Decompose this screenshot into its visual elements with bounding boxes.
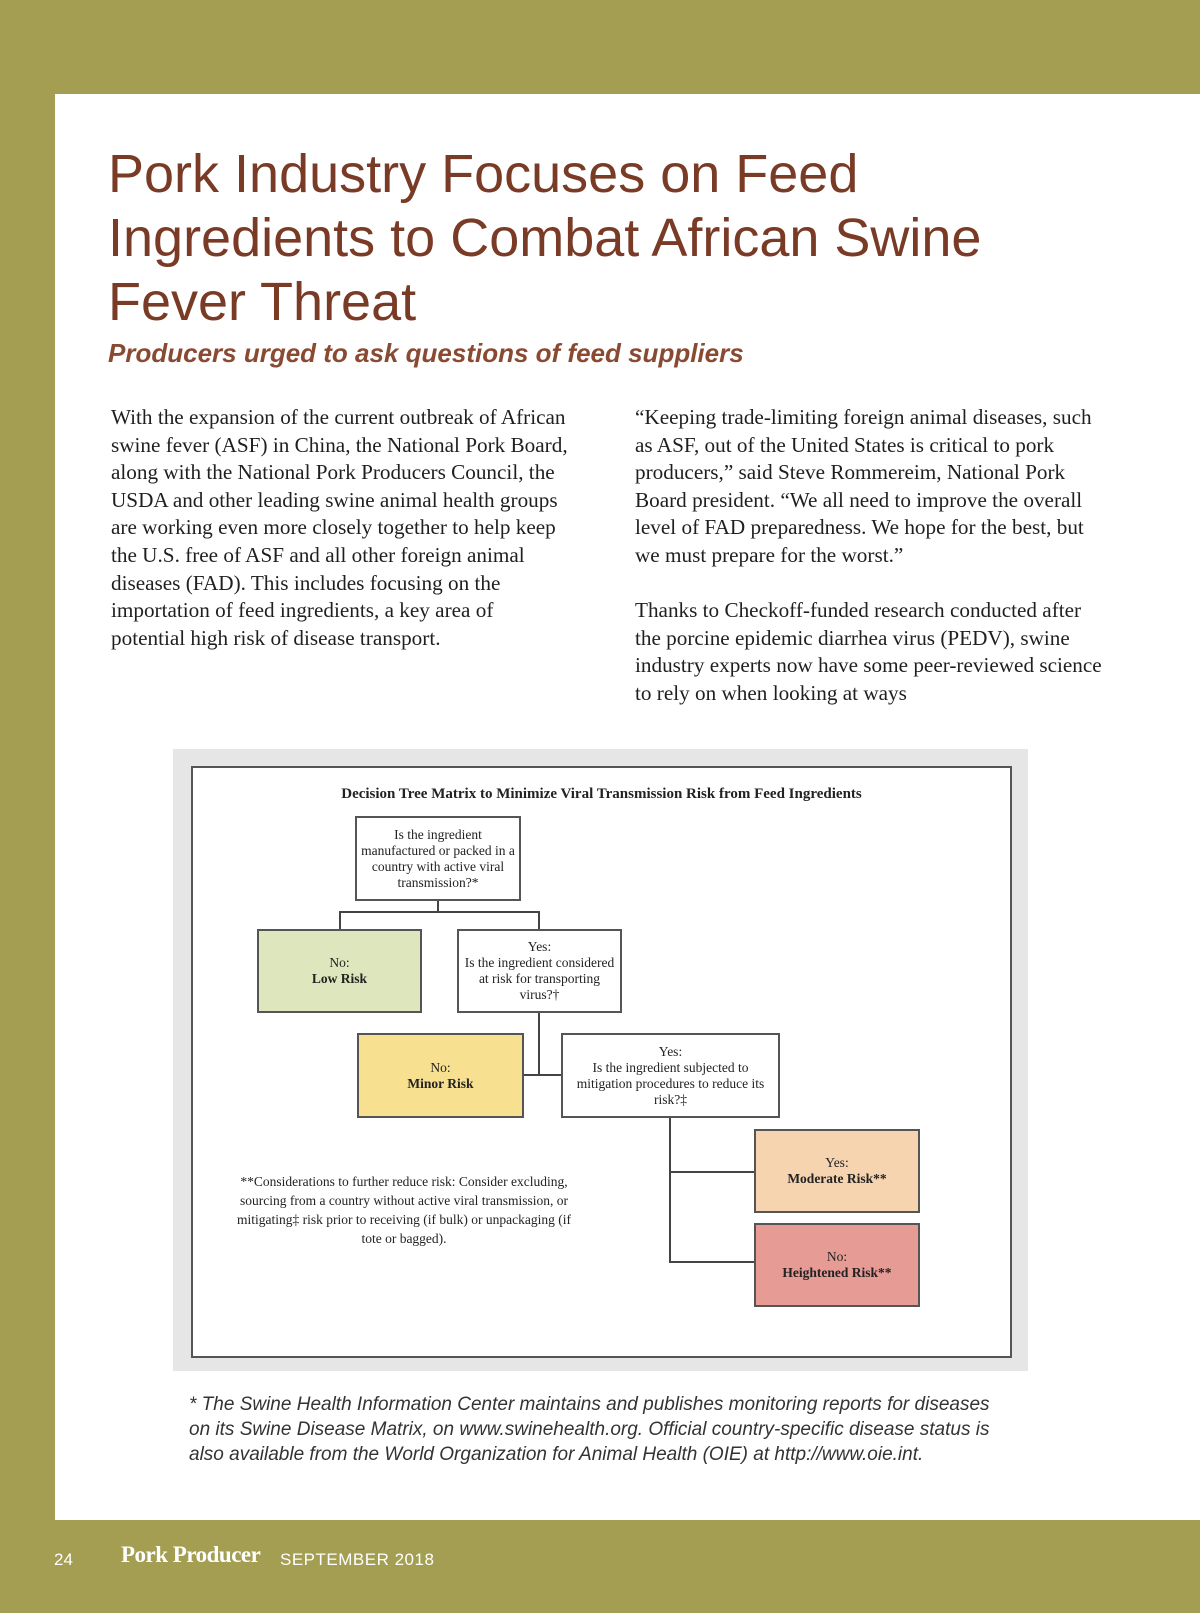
article-page xyxy=(55,94,1200,1520)
connector-line xyxy=(669,1261,754,1263)
risk-label: Low Risk xyxy=(311,971,368,986)
left-column xyxy=(111,404,571,680)
article-title: Pork Industry Focuses on Feed Ingredients to Combat African Swine Fever Threat xyxy=(108,144,982,332)
connector-line xyxy=(669,1171,754,1173)
connector-line xyxy=(524,1074,561,1076)
body-paragraph: “Keeping trade-limiting foreign animal diseases, such as ASF, out of the United States is critical to pork producers,” said Steve Rommereim, National Pork Board president. “We all need to improve the overall level of FAD preparedness. We hope for the best, but we must prepare for the worst.” xyxy=(635,405,1092,567)
connector-line xyxy=(538,1013,540,1075)
question-transport-box xyxy=(457,929,622,1013)
issue-date: SEPTEMBER 2018 xyxy=(280,1550,435,1569)
figure-caption: * The Swine Health Information Center maintains and publishes monitoring reports for diseases on its Swine Disease Matrix, on www.swinehealth.org. Official country-specific disease status is also available from the World Organization for Animal Health (OIE) at http://www.oie.int. xyxy=(189,1394,990,1465)
answer-label: Yes: xyxy=(825,1155,849,1170)
answer-label: No: xyxy=(329,955,350,970)
answer-label: Yes: xyxy=(658,1043,683,1059)
publication-logo: Pork Producer xyxy=(121,1542,261,1567)
page-footer xyxy=(0,1540,1200,1580)
page-number: 24 xyxy=(54,1550,73,1569)
question-mitigation-box xyxy=(561,1033,780,1118)
risk-label: Heightened Risk** xyxy=(782,1265,892,1280)
connector-line xyxy=(339,911,341,929)
question-origin-box xyxy=(355,816,521,901)
figure-panel xyxy=(191,766,1012,1358)
moderate-risk-box xyxy=(754,1129,920,1213)
connector-line xyxy=(538,911,540,929)
question-text: Is the ingredient considered at risk for transporting virus?† xyxy=(464,955,615,1002)
decision-tree-figure xyxy=(173,749,1028,1371)
risk-label: Minor Risk xyxy=(407,1075,474,1091)
considerations-note: **Considerations to further reduce risk: Consider excluding, sourcing from a country without active viral transmission, or mitigating‡ risk prior to receiving (if bulk) or unpackaging (if tote or bagged). xyxy=(236,1174,572,1246)
heightened-risk-box xyxy=(754,1223,920,1307)
connector-line xyxy=(339,911,539,913)
question-text: Is the ingredient manufactured or packed in a country with active viral transmission?* xyxy=(361,826,515,890)
body-paragraph: With the expansion of the current outbreak of African swine fever (ASF) in China, the National Pork Board, along with the National Pork Producers Council, the USDA and other leading swine animal health groups are working even more closely together to help keep the U.S. free of ASF and all other foreign animal diseases (FAD). This includes focusing on the importation of feed ingredients, a key area of potential high risk of disease transport. xyxy=(111,405,568,650)
connector-line xyxy=(669,1118,671,1262)
body-paragraph: Thanks to Checkoff-funded research conducted after the porcine epidemic diarrhea virus (PEDV), swine industry experts now have some peer-reviewed science to rely on when looking at ways xyxy=(635,598,1102,705)
answer-label: No: xyxy=(430,1059,451,1075)
question-text: Is the ingredient subjected to mitigation procedures to reduce its risk?‡ xyxy=(576,1059,765,1107)
minor-risk-box xyxy=(357,1033,524,1118)
right-column xyxy=(635,404,1105,735)
figure-title: Decision Tree Matrix to Minimize Viral Transmission Risk from Feed Ingredients xyxy=(341,786,862,802)
article-subtitle: Producers urged to ask questions of feed suppliers xyxy=(108,338,744,368)
risk-label: Moderate Risk** xyxy=(787,1171,887,1186)
low-risk-box xyxy=(257,929,422,1013)
answer-label: No: xyxy=(826,1249,848,1264)
answer-label: Yes: xyxy=(527,939,552,954)
